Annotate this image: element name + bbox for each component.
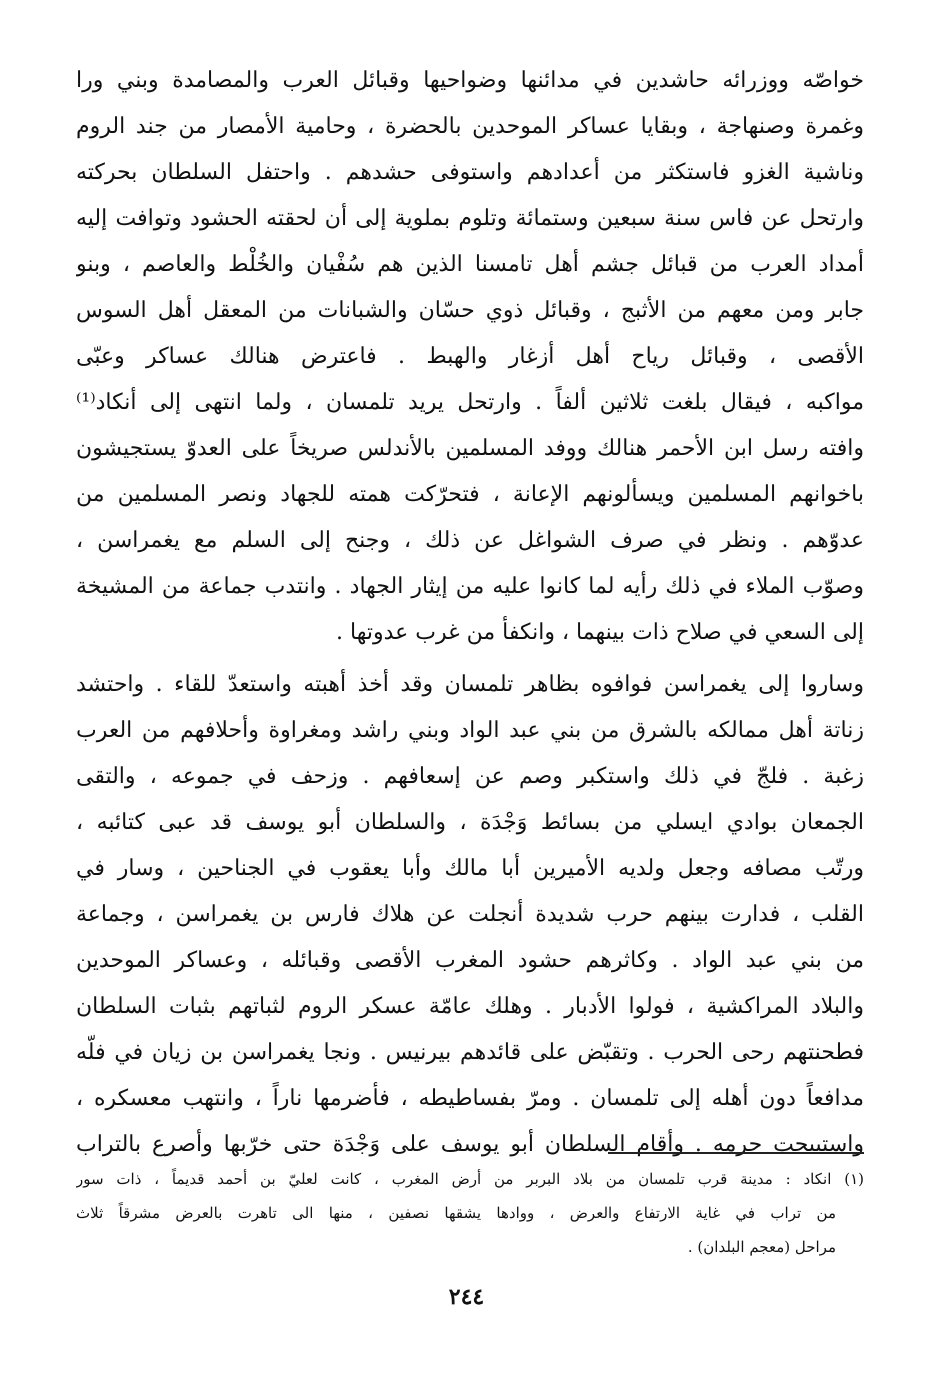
paragraph-1 bbox=[76, 58, 864, 656]
text-line: وافته رسل ابن الأحمر هنالك ووفد المسلمين بالأندلس صريخاً على العدوّ يستجيشون bbox=[76, 436, 864, 461]
text-line: زناتة أهل ممالكه بالشرق من بني عبد الواد وبني راشد ومغراوة وأحلافهم من العرب bbox=[76, 718, 864, 743]
text-line: وصوّب الملاء في ذلك رأيه لما كانوا عليه من إيثار الجهاد . وانتدب جماعة من المشيخة bbox=[76, 574, 864, 599]
text-line: الأقصى ، وقبائل رياح أهل أزغار والهبط . فاعترض هنالك عساكر وعبّى bbox=[76, 344, 864, 369]
text-line: جابر ومن معهم من الأثبج ، وقبائل ذوي حسّان والشبانات من المعقل أهل السوس bbox=[76, 298, 864, 323]
text-line: خواصّه ووزرائه حاشدين في مدائنها وضواحيها وقبائل العرب والمصامدة وبني ورا bbox=[76, 68, 864, 93]
text-line: من بني عبد الواد . وكاثرهم حشود المغرب الأقصى وقبائله ، وعساكر الموحدين bbox=[76, 948, 864, 973]
text-line: ورتّب مصافه وجعل ولديه الأميرين أبا مالك وأبا يعقوب في الجناحين ، وسار في bbox=[76, 856, 864, 881]
text-line: أمداد العرب من قبائل جشم أهل تامسنا الذين هم سُفْيان والخُلْط والعاصم ، وبنو bbox=[76, 252, 864, 277]
footnote-line: مراحل (معجم البلدان) . bbox=[687, 1238, 836, 1256]
paragraph-2 bbox=[76, 662, 864, 1168]
text-line: الجمعان بوادي ايسلي من بسائط وَجْدَة ، والسلطان أبو يوسف قد عبى كتائبه ، bbox=[76, 810, 864, 835]
text-line: واستبيحت حرمه . وأقام السلطان أبو يوسف على وَجْدَة حتى خرّبها وأصرع بالتراب bbox=[76, 1132, 864, 1157]
footnote-line: (١) انكاد : مدينة قرب تلمسان من بلاد البربر من أرض المغرب ، كانت لعليّ بن أحمد قديماً ، ذات سور bbox=[76, 1170, 864, 1188]
text-line: والبلاد المراكشية ، فولوا الأدبار . وهلك عامّة عسكر الروم لثباتهم بثبات السلطان bbox=[76, 994, 864, 1019]
text-line: عدوّهم . ونظر في صرف الشواغل عن ذلك ، وجنح إلى السلم مع يغمراسن ، bbox=[76, 528, 864, 553]
text-line: مدافعاً دون أهله إلى تلمسان . ومرّ بفساطيطه ، فأضرمها ناراً ، وانتهب معسكره ، bbox=[76, 1086, 864, 1111]
text-line: وغمرة وصنهاجة ، وبقايا عساكر الموحدين بالحضرة ، وحامية الأمصار من جند الروم bbox=[76, 114, 864, 139]
footnote-divider bbox=[608, 1152, 864, 1154]
text-line: باخوانهم المسلمين ويسألونهم الإعانة ، فتحرّكت همته للجهاد ونصر المسلمين من bbox=[76, 482, 864, 507]
text-line: زغبة . فلجّ في ذلك واستكبر وصم عن إسعافهم . وزحف في جموعه ، والتقى bbox=[76, 764, 864, 789]
text-line: وناشية الغزو فاستكثر من أعدادهم واستوفى حشدهم . واحتفل السلطان بحركته bbox=[76, 160, 864, 185]
text-line: إلى السعي في صلاح ذات بينهما ، وانكفأ من غرب عدوتها . bbox=[336, 620, 864, 645]
footnote-block bbox=[76, 1162, 864, 1264]
text-line: القلب ، فدارت بينهم حرب شديدة أنجلت عن هلاك فارس بن يغمراسن ، وجماعة bbox=[76, 902, 864, 927]
text-line: وارتحل عن فاس سنة سبعين وستمائة وتلوم بملوية إلى أن لحقته الحشود وتوافت إليه bbox=[76, 206, 864, 231]
text-line: مواكبه ، فيقال بلغت ثلاثين ألفاً . وارتحل يريد تلمسان ، ولما انتهى إلى أنكاد⁽¹⁾ bbox=[76, 390, 864, 415]
text-line: وساروا إلى يغمراسن فوافوه بظاهر تلمسان وقد أخذ أهبته واستعدّ للقاء . واحتشد bbox=[76, 672, 864, 697]
page-number: ٢٤٤ bbox=[448, 1284, 485, 1310]
text-line: فطحنتهم رحى الحرب . وتقبّض على قائدهم بيرنيس . ونجا يغمراسن بن زيان في فلّه bbox=[76, 1040, 864, 1065]
main-text bbox=[76, 58, 864, 1168]
footnote-line: من تراب في غاية الارتفاع والعرض ، ووادها يشقها نصفين ، منها الى تاهرت بالعرض مشرقاً ثلاث bbox=[76, 1204, 836, 1222]
